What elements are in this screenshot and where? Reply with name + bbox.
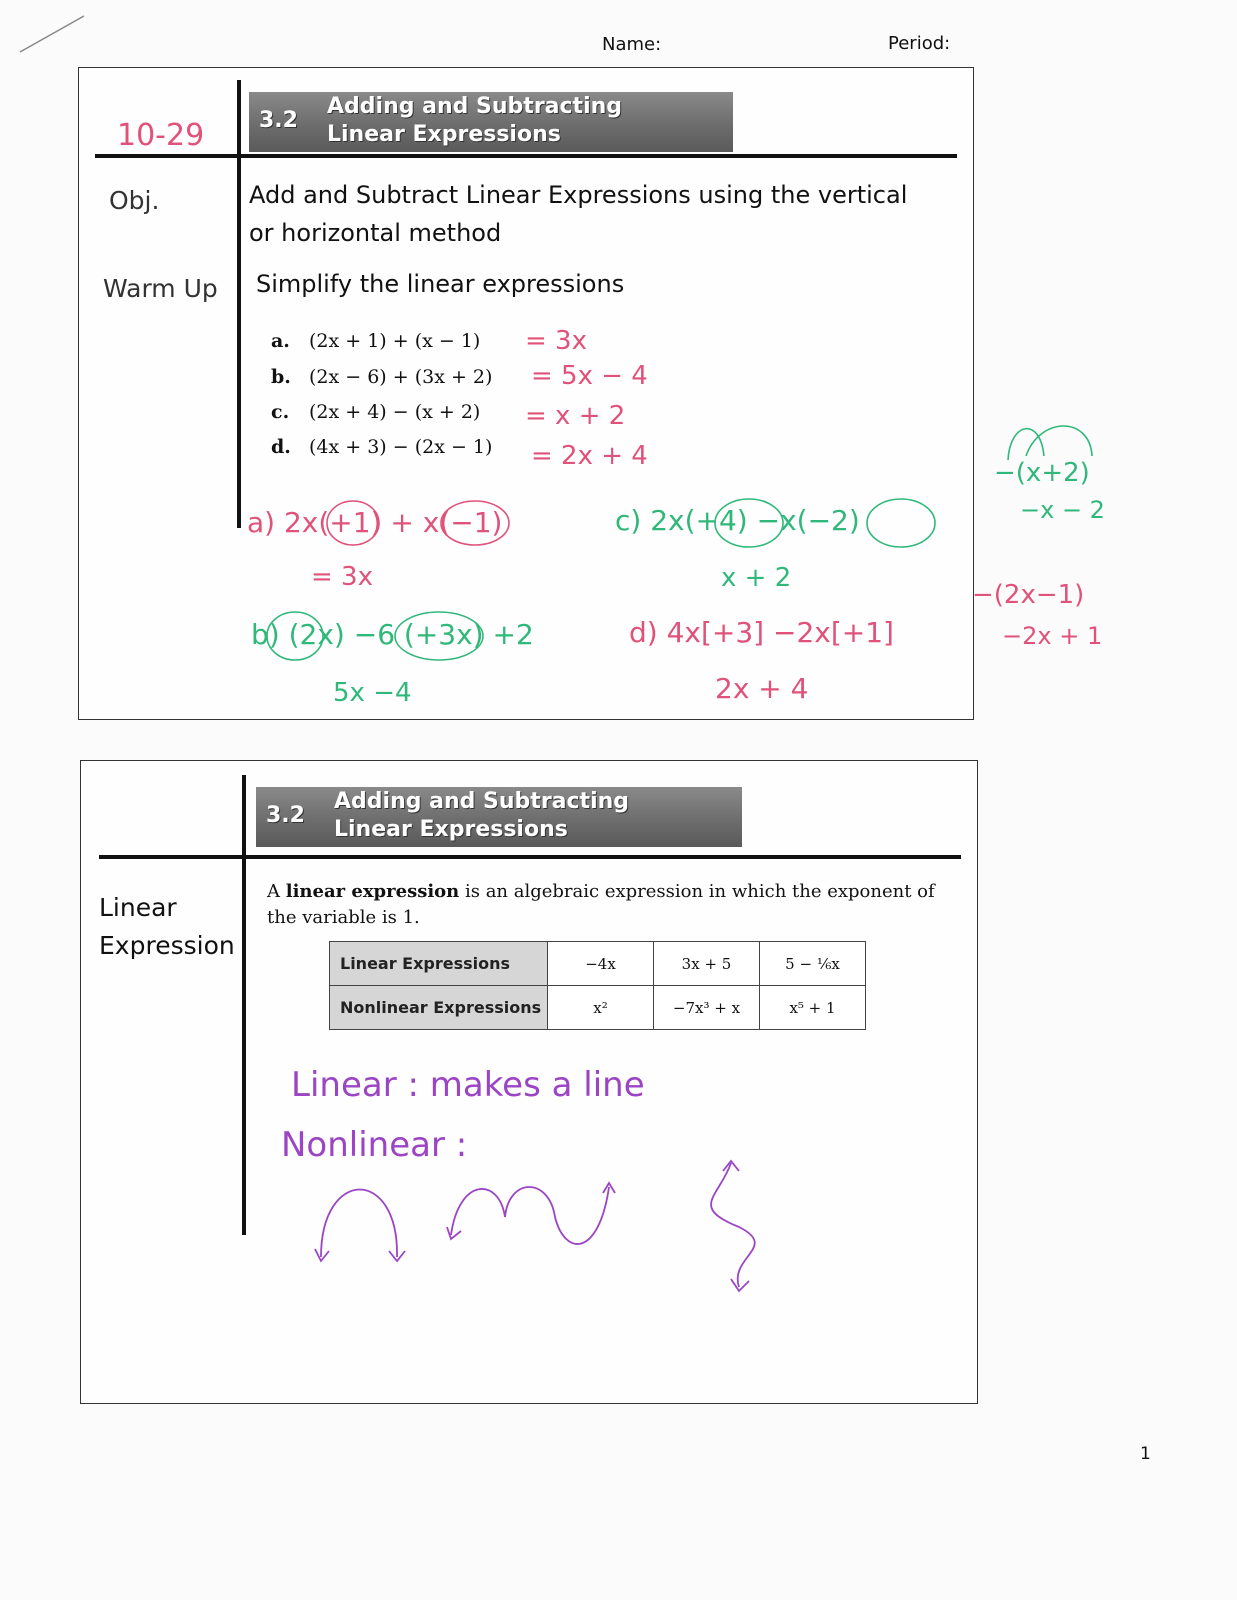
pen-scratch-mark bbox=[18, 14, 88, 54]
warmup-title: Simplify the linear expressions bbox=[256, 270, 625, 298]
linear-expression-slide bbox=[80, 760, 978, 1404]
slide2-title-banner bbox=[256, 787, 742, 847]
problem-label: d. bbox=[271, 436, 291, 458]
banner-title-line2: Linear Expressions bbox=[334, 817, 568, 842]
definition-text bbox=[267, 879, 957, 931]
distribute-note-1: −(x+2) bbox=[994, 458, 1090, 488]
answer-d: = 2x + 4 bbox=[531, 441, 648, 471]
answer-b: = 5x − 4 bbox=[531, 361, 648, 391]
table-cell: x⁵ + 1 bbox=[760, 986, 866, 1030]
note-linear: Linear : makes a line bbox=[291, 1065, 645, 1105]
nonlinear-row-header: Nonlinear Expressions bbox=[330, 986, 548, 1030]
problem-label: a. bbox=[271, 330, 290, 352]
lesson-number: 3.2 bbox=[266, 803, 305, 828]
problem-a bbox=[271, 330, 480, 352]
table-cell: −7x³ + x bbox=[654, 986, 760, 1030]
problem-expression: (4x + 3) − (2x − 1) bbox=[309, 436, 493, 458]
answer-a: = 3x bbox=[525, 326, 587, 356]
banner-title-line1: Adding and Subtracting bbox=[327, 94, 623, 119]
definition-prefix: A bbox=[267, 881, 286, 902]
problem-expression: (2x − 6) + (3x + 2) bbox=[309, 366, 493, 388]
table-cell: 3x + 5 bbox=[654, 942, 760, 986]
distribute-result-1: −x − 2 bbox=[1020, 496, 1105, 524]
period-label: Period: bbox=[888, 33, 951, 54]
objective-line2: or horizontal method bbox=[249, 219, 502, 247]
problem-expression: (2x + 1) + (x − 1) bbox=[309, 330, 481, 352]
note-nonlinear: Nonlinear : bbox=[281, 1125, 468, 1165]
banner-title-line1: Adding and Subtracting bbox=[334, 789, 630, 814]
name-label: Name: bbox=[602, 34, 662, 55]
work-a: a) 2x(+1) + x(−1) bbox=[247, 506, 503, 539]
distribute-result-2: −2x + 1 bbox=[1002, 622, 1103, 650]
lesson-number: 3.2 bbox=[259, 108, 298, 133]
work-c-result: x + 2 bbox=[721, 563, 792, 593]
work-circles-annotation bbox=[245, 506, 965, 706]
problem-expression: (2x + 4) − (x + 2) bbox=[309, 401, 481, 423]
term-label-line2: Expression bbox=[99, 931, 235, 960]
work-d-result: 2x + 4 bbox=[715, 672, 809, 705]
slide1-horizontal-divider bbox=[95, 154, 957, 158]
problem-d bbox=[271, 436, 492, 458]
definition-term: linear expression bbox=[285, 881, 460, 902]
nonlinear-curves-sketch bbox=[309, 1157, 789, 1307]
table-cell: x² bbox=[548, 986, 654, 1030]
slide1-title-banner bbox=[249, 92, 733, 152]
definition-rest: is an algebraic expression in which the exponent of the variable is 1. bbox=[267, 881, 935, 928]
table-cell: 5 − ⅙x bbox=[760, 942, 866, 986]
work-a-result: = 3x bbox=[311, 562, 373, 592]
term-label-line1: Linear bbox=[99, 893, 177, 922]
page-number: 1 bbox=[1140, 1444, 1151, 1464]
problem-b bbox=[271, 366, 492, 388]
table-row bbox=[330, 942, 866, 986]
banner-title-line2: Linear Expressions bbox=[327, 122, 561, 147]
warmup-label: Warm Up bbox=[103, 274, 218, 303]
work-d: d) 4x[+3] −2x[+1] bbox=[629, 616, 894, 649]
distribute-note-2: −(2x−1) bbox=[972, 580, 1085, 610]
warmup-slide bbox=[78, 67, 974, 720]
date-note: 10-29 bbox=[117, 118, 205, 153]
objective-line1: Add and Subtract Linear Expressions using the vertical bbox=[249, 181, 908, 209]
work-c: c) 2x(+4) −x(−2) bbox=[615, 504, 860, 537]
slide1-vertical-divider bbox=[237, 80, 241, 528]
slide2-vertical-divider bbox=[242, 775, 246, 1235]
objective-text bbox=[249, 176, 959, 252]
obj-label: Obj. bbox=[109, 186, 160, 215]
problem-label: c. bbox=[271, 401, 290, 423]
answer-c: = x + 2 bbox=[525, 401, 626, 431]
distribute-arrows-1 bbox=[1000, 416, 1110, 466]
expression-table bbox=[329, 941, 866, 1030]
problem-c bbox=[271, 401, 480, 423]
work-b-result: 5x −4 bbox=[333, 678, 412, 708]
work-b: b) (2x) −6 (+3x) +2 bbox=[251, 618, 534, 651]
term-label bbox=[99, 889, 235, 965]
slide2-horizontal-divider bbox=[99, 855, 961, 859]
problem-label: b. bbox=[271, 366, 291, 388]
table-row bbox=[330, 986, 866, 1030]
table-cell: −4x bbox=[548, 942, 654, 986]
linear-row-header: Linear Expressions bbox=[330, 942, 548, 986]
